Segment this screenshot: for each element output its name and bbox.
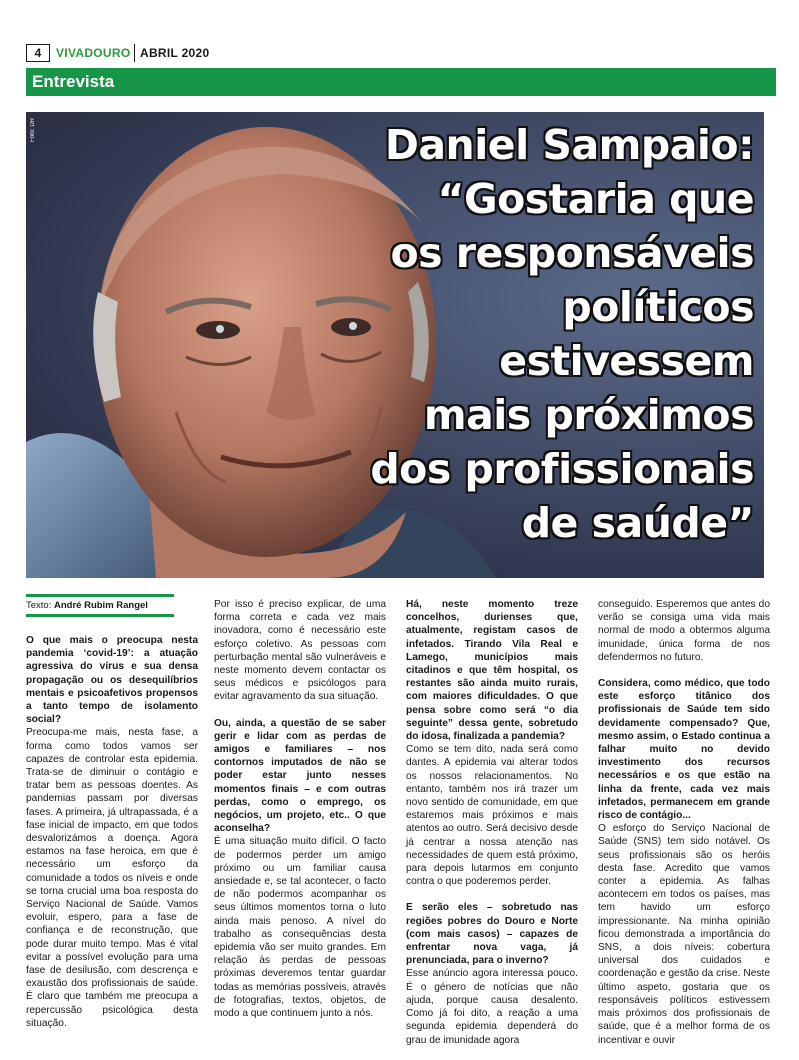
article-column-2	[214, 598, 386, 1033]
headline-line: políticos	[562, 283, 754, 331]
publication-name: VIVADOURO	[56, 46, 131, 60]
headline-line: “Gostaria que	[437, 175, 754, 223]
question: O que mais o preocupa nesta pandemia ‘covid-19’: a atuação agressiva do vírus e sua densa propagação ou os desequilíbrios mentais e psicoafetivos propensos a tanto tempo de isolamento social?	[26, 635, 198, 726]
headline-line: os responsáveis	[390, 229, 754, 277]
headline-line: estivessem	[499, 337, 754, 385]
byline-rule	[26, 614, 174, 617]
section-title: Entrevista	[26, 68, 776, 96]
headline-line: mais próximos	[423, 391, 754, 439]
article-column-3	[406, 598, 578, 1060]
photo-credit: Foto: DR	[30, 118, 36, 143]
byline	[26, 594, 174, 617]
answer: Preocupa-me mais, nesta fase, a forma como todos vamos ser capazes de controlar esta epidemia. Trata-se de diminuir o contágio e tratar bem as pessoas doentes. As pandemias passam por diversas fases. A primeira, já ultrapassada, é a fase inicial de impacto, em que todos desvalorizámos a doença. Agora estamos na fase heroica, em que é necessário um esforço da comunidade a todos os níveis e onde se torna crucial uma boa resposta do Serviço Nacional de Saúde. Vamos evoluir, espero, para a fase de confiança e de reconstrução, que pode durar muito tempo. Mas é vital evitar a possível evolução para uma fase de desilusão, com descrença e exaustão dos profissionais de saúde. É claro que também me preocupa a repercussão psicológica desta situação.	[26, 727, 198, 1029]
answer: conseguido. Esperemos que antes do verão se consiga uma vida mais normal de modo a obtermos alguma imunidade, única forma de nos defendermos no futuro.	[598, 599, 770, 663]
page-number: 4	[26, 44, 50, 62]
headline-line: Daniel Sampaio:	[384, 121, 754, 169]
answer: Por isso é preciso explicar, de uma forma correta e cada vez mais inovadora, como é necessário este esforço coletivo. As pessoas com perturbação mental são vulneráveis e neste momento devem contactar os seus médicos e psicólogos para evitar agravamento da sua situação.	[214, 599, 386, 703]
answer: O esforço do Serviço Nacional de Saúde (SNS) tem sido notável. Os seus profissionais são os heróis desta fase. Acredito que vamos conter a epidemia. As falhas acontecem em todos os países, mas tem havido um esforço impressionante. Na minha opinião ficou demonstrada a importância do SNS, a dois níveis: cobertura universal dos cuidados e coordenação e gestão da crise. Neste último aspeto, gostaria que os responsáveis políticos estivessem mais próximos dos profissionais de saúde, que é a melhor forma de os incentivar e ouvir	[598, 823, 770, 1046]
question: Há, neste momento treze concelhos, durienses que, atualmente, registam casos de infetados. Tirando Vila Real e Lamego, municípios mais citadinos e que têm hospital, os restantes são ainda muito rurais, com maiores dificuldades. O que pensa sobre como será “o dia seguinte” dessa gente, sobretudo do idosa, finalizada a pandemia?	[406, 599, 578, 743]
issue-date: ABRIL 2020	[140, 46, 210, 60]
byline-text	[26, 597, 174, 614]
article-column-4	[598, 598, 770, 1060]
question: Considera, como médico, que todo este esforço titânico dos profissionais de Saúde tem sido devidamente compensado? Que, mesmo assim, o Estado continua a falhar muito no devido investimento dos recursos necessários e os que estão na linha da frente, cada vez mais infetados, permanecem em grande risco de contágio...	[598, 678, 770, 822]
article-column-1	[26, 634, 198, 1043]
question: E serão eles – sobretudo nas regiões pobres do Douro e Norte (com mais casos) – capazes de enfrentar nova vaga, já prenunciada, para o inverno?	[406, 902, 578, 967]
page-header	[26, 44, 776, 64]
byline-author: André Rubim Rangel	[54, 600, 148, 611]
answer: É uma situação muito difícil. O facto de podermos perder um amigo próximo ou um familiar causa ansiedade e, se tal acontecer, o facto de não podermos acompanhar os seus últimos momentos torna o luto ainda mais penoso. A nível do trabalho as consequências desta epidemia vão ser muito grandes. Em relação às perdas de pessoas próximas deveremos tentar guardar todas as memórias possíveis, através de fotografias, textos, objetos, de modo a que continuem junto a nós.	[214, 836, 386, 1020]
header-divider	[134, 44, 135, 62]
headline-line: de saúde”	[521, 499, 754, 547]
headline-line: dos profissionais	[370, 445, 754, 493]
question: Ou, ainda, a questão de se saber gerir e lidar com as perdas de amigos e familiares – nos contornos imputados de não se poder estar junto nesses momentos finais – e com outras perdas, como o emprego, os negócios, um projeto, etc.. O que aconselha?	[214, 717, 386, 835]
answer: Esse anúncio agora interessa pouco. É o género de notícias que não ajuda, porque causa desalento. Como já foi dito, a reação a uma segunda epidemia dependerá do grau de imunidade agora	[406, 968, 578, 1046]
byline-label: Texto:	[26, 600, 52, 611]
answer: Como se tem dito, nada será como dantes. A epidemia vai alterar todos os nossos relacionamentos. No entanto, também nos irá trazer um novo sentido de comunidade, em que estaremos mais próximos e mais atentos ao outro. Será decisivo desde já centrar a nossa atenção nas necessidades de quem está próximo, para depois lutarmos em conjunto contra o que poderemos perder.	[406, 744, 578, 888]
headline	[334, 118, 754, 550]
